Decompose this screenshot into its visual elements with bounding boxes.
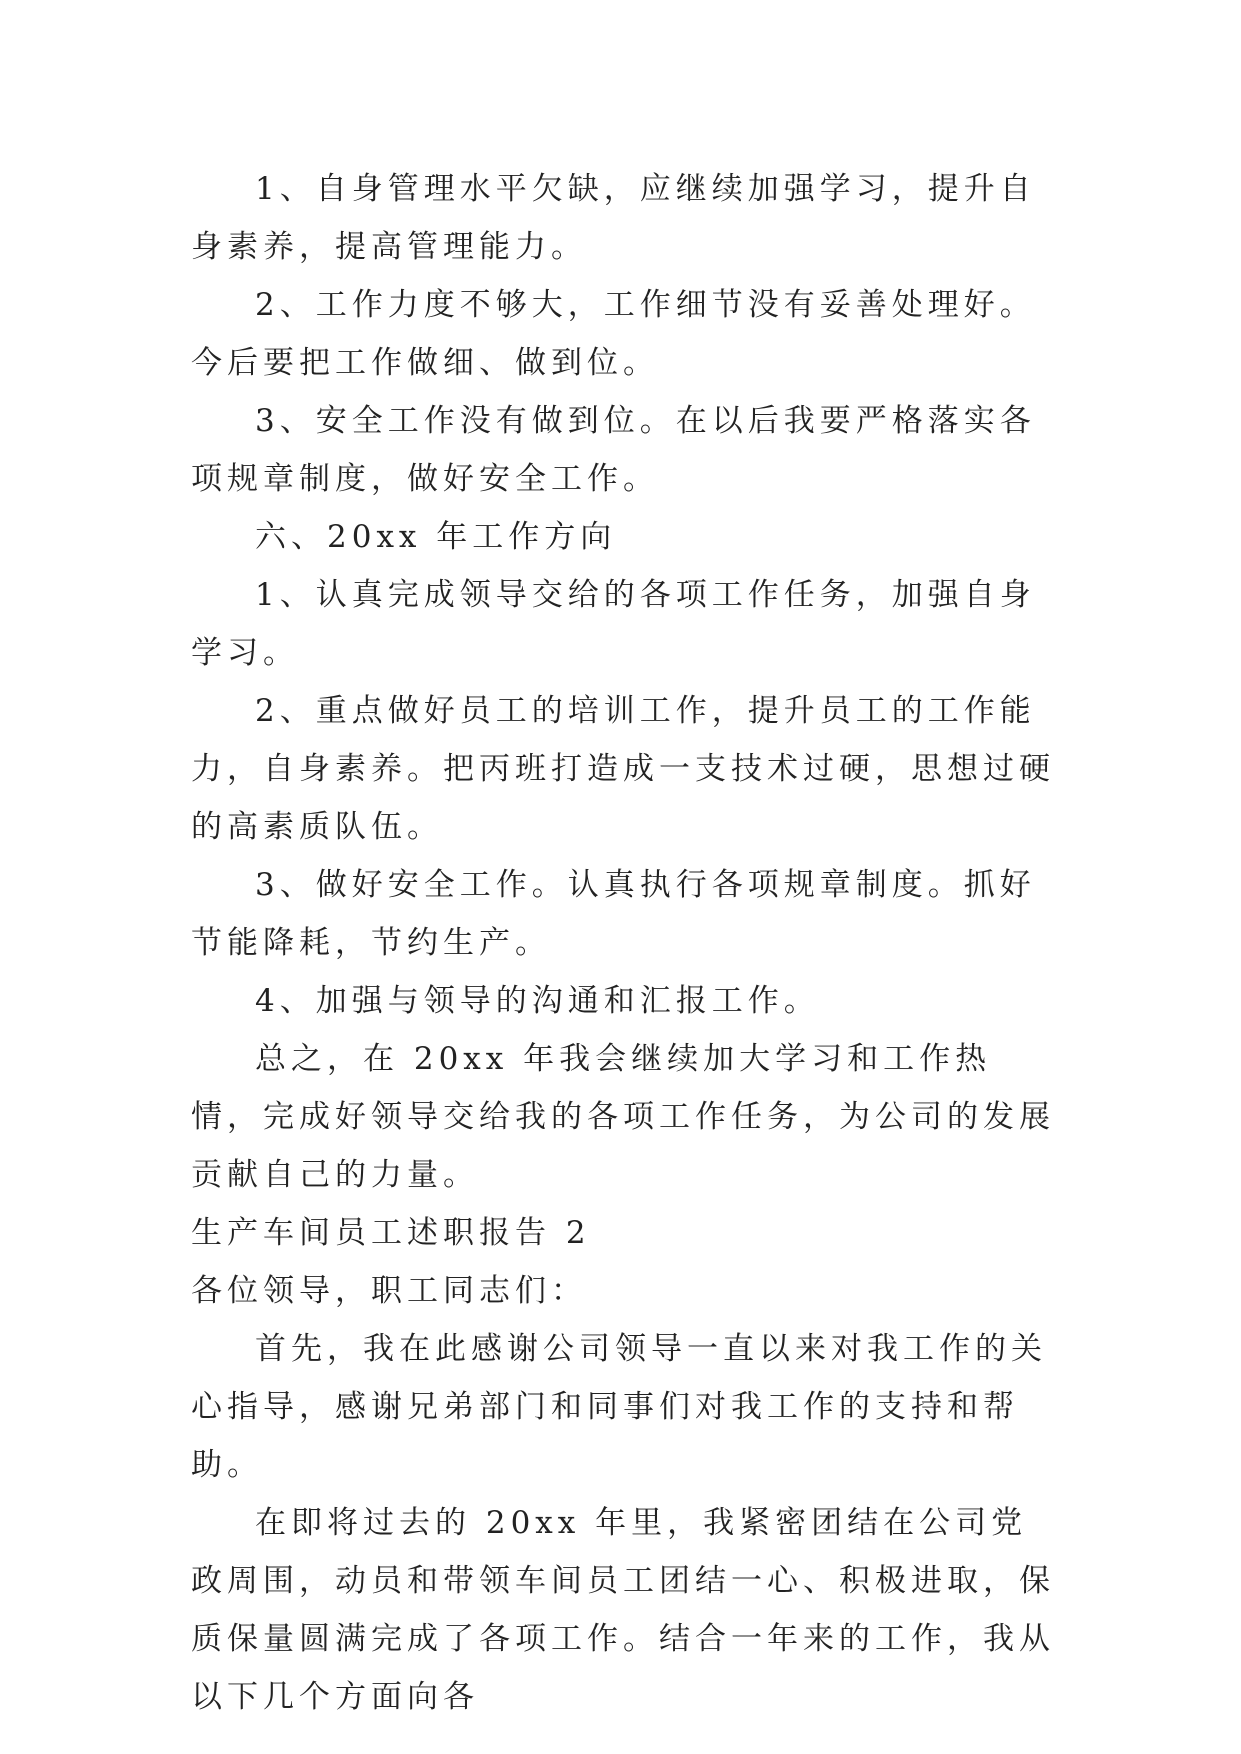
paragraph-thanks: 首先，我在此感谢公司领导一直以来对我工作的关心指导，感谢兄弟部门和同事们对我工作的支持和帮助。 <box>191 1331 1047 1483</box>
paragraph-self-management: 1、自身管理水平欠缺，应继续加强学习，提升自身素养，提高管理能力。 <box>191 171 1036 265</box>
paragraph-complete-tasks: 1、认真完成领导交给的各项工作任务，加强自身学习。 <box>191 577 1036 671</box>
section-heading-work-direction: 六、20xx 年工作方向 <box>255 519 617 555</box>
document-body <box>191 160 1061 1726</box>
paragraph-work-intensity: 2、工作力度不够大，工作细节没有妥善处理好。今后要把工作做细、做到位。 <box>191 287 1036 381</box>
paragraph-safety-work: 3、安全工作没有做到位。在以后我要严格落实各项规章制度，做好安全工作。 <box>191 403 1036 497</box>
salutation: 各位领导，职工同志们： <box>191 1273 587 1309</box>
report-title: 生产车间员工述职报告 2 <box>191 1215 591 1251</box>
paragraph-staff-training: 2、重点做好员工的培训工作，提升员工的工作能力，自身素养。把丙班打造成一支技术过硬，思想过硬的高素质队伍。 <box>191 693 1055 845</box>
paragraph-conclusion: 总之，在 20xx 年我会继续加大学习和工作热情，完成好领导交给我的各项工作任务，为公司的发展贡献自己的力量。 <box>191 1041 1055 1193</box>
paragraph-year-review: 在即将过去的 20xx 年里，我紧密团结在公司党政周围，动员和带领车间员工团结一心、积极进取，保质保量圆满完成了各项工作。结合一年来的工作，我从以下几个方面向各 <box>191 1505 1055 1715</box>
paragraph-communication: 4、加强与领导的沟通和汇报工作。 <box>255 983 820 1019</box>
paragraph-safety-energy: 3、做好安全工作。认真执行各项规章制度。抓好节能降耗，节约生产。 <box>191 867 1036 961</box>
